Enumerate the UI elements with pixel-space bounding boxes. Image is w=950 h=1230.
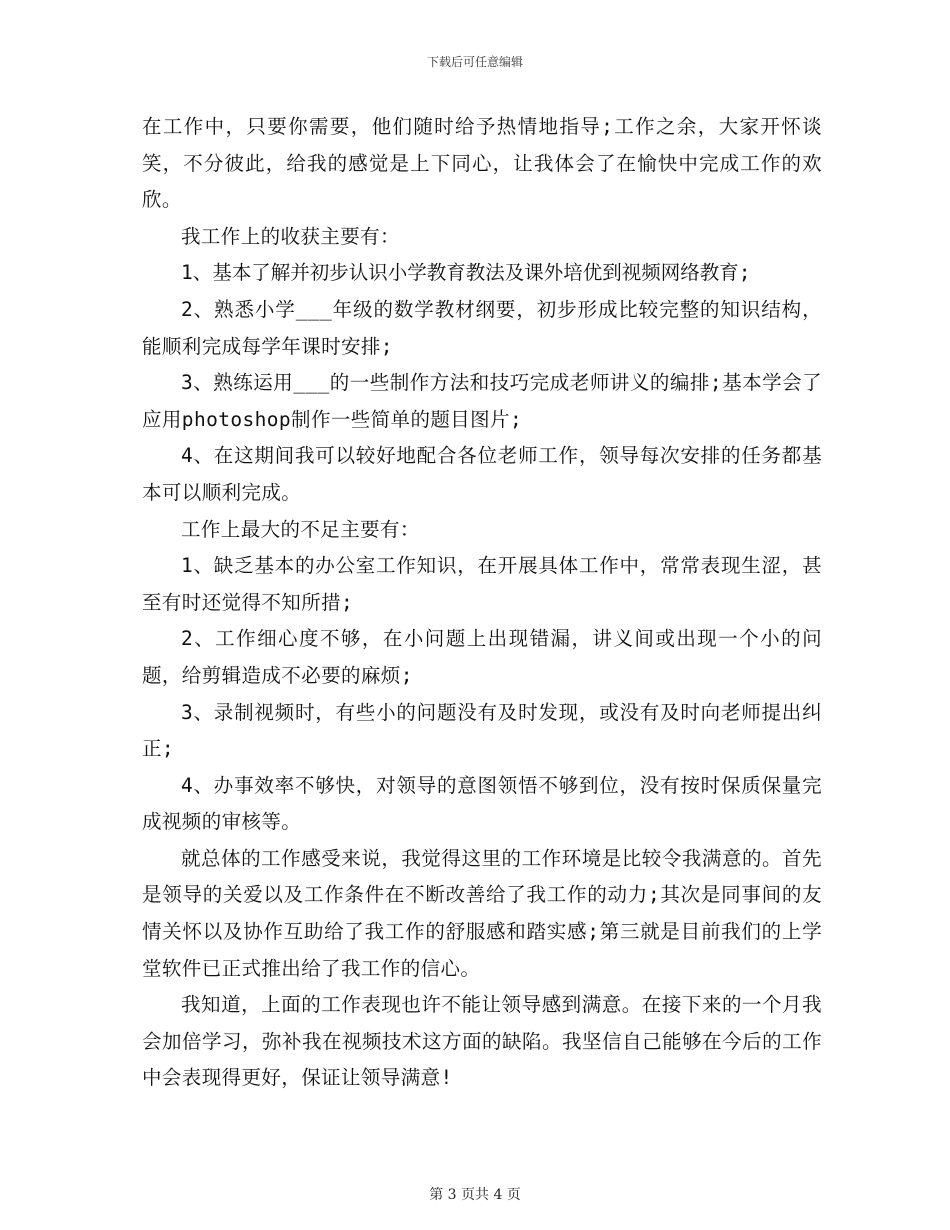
paragraph-intro: 在工作中，只要你需要，他们随时给予热情地指导;工作之余，大家开怀谈笑，不分彼此，给我的感觉是上下同心，让我体会了在愉快中完成工作的欢欣。: [142, 115, 822, 212]
paragraph-gain-4: 4、在这期间我可以较好地配合各位老师工作，领导每次安排的任务都基本可以顺利完成。: [142, 444, 822, 504]
paragraph-shortcoming-4: 4、办事效率不够快，对领导的意图领悟不够到位，没有按时保质保量完成视频的审核等。: [142, 773, 822, 834]
paragraph-gain-3: 3、熟练运用___的一些制作方法和技巧完成老师讲义的编排;基本学会了应用photoshop制作一些简单的题目图片;: [142, 371, 822, 431]
page-header: 下载后可任意编辑: [426, 55, 523, 69]
paragraph-shortcoming-2: 2、工作细心度不够，在小问题上出现错漏，讲义间或出现一个小的问题，给剪辑造成不必要的麻烦;: [142, 627, 822, 687]
paragraph-gain-2: 2、熟悉小学___年级的数学教材纲要，初步形成比较完整的知识结构，能顺利完成每学年课时安排;: [142, 297, 822, 358]
paragraph-shortcoming-3: 3、录制视频时，有些小的问题没有及时发现，或没有及时向老师提出纠正;: [142, 700, 822, 761]
document-body: [142, 109, 822, 1097]
paragraph-overall-feeling: 就总体的工作感受来说，我觉得这里的工作环境是比较令我满意的。首先是领导的关爱以及工作条件在不断改善给了我工作的动力;其次是同事间的友情关怀以及协作互助给了我工作的舒服感和踏实感;第三就是目前我们的上学堂软件已正式推出给了我工作的信心。: [142, 846, 822, 980]
paragraph-shortcomings-heading: 工作上最大的不足主要有：: [181, 517, 420, 541]
paragraph-gains-heading: 我工作上的收获主要有：: [181, 224, 400, 248]
paragraph-shortcoming-1: 1、缺乏基本的办公室工作知识，在开展具体工作中，常常表现生涩，甚至有时还觉得不知所措;: [142, 554, 822, 614]
paragraph-gain-1: 1、基本了解并初步认识小学教育教法及课外培优到视频网络教育;: [181, 261, 751, 285]
page-number: 第 3 页共 4 页: [429, 1187, 521, 1203]
paragraph-conclusion: 我知道，上面的工作表现也许不能让领导感到满意。在接下来的一个月我会加倍学习，弥补我在视频技术这方面的缺陷。我坚信自己能够在今后的工作中会表现得更好，保证让领导满意!: [142, 993, 822, 1090]
